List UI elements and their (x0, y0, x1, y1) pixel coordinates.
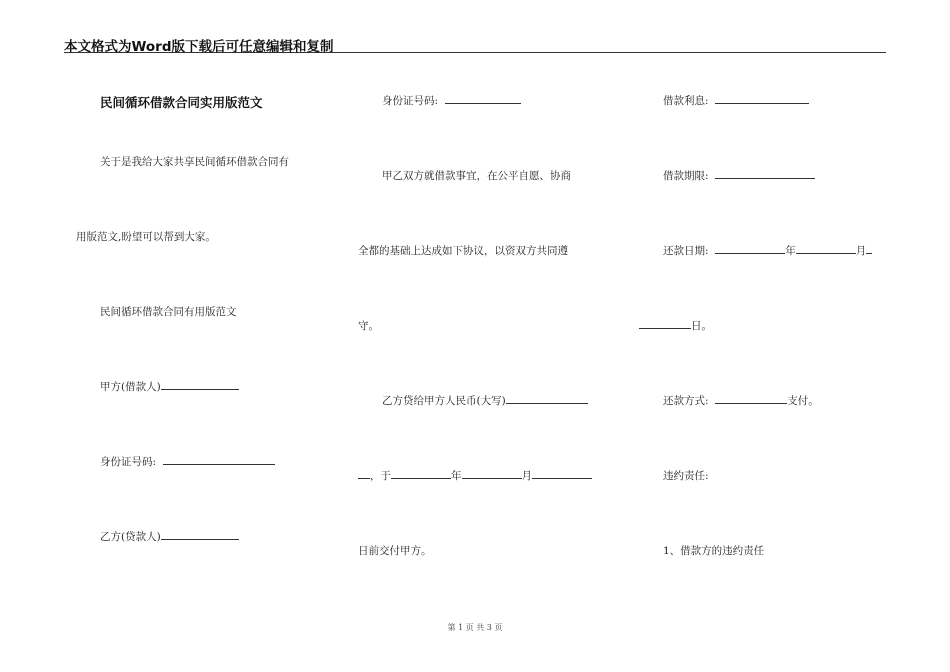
term-label: 借款期限: (663, 170, 709, 182)
repay-method-blank[interactable] (715, 393, 787, 404)
page-footer: 第 1 页 共 3 页 (447, 623, 503, 632)
repay-year-blank[interactable] (715, 243, 785, 254)
repay-date-line (663, 243, 872, 258)
delivery-line-end: 日前交付甲方。 (358, 545, 432, 557)
delivery-year-label: 年 (451, 470, 462, 482)
interest-blank[interactable] (715, 93, 809, 104)
document-title: 民间循环借款合同实用版范文 (100, 95, 263, 110)
repay-day-start-blank[interactable] (866, 243, 872, 254)
repay-month-blank[interactable] (796, 243, 856, 254)
term-blank[interactable] (715, 168, 815, 179)
repay-day-blank[interactable] (639, 318, 691, 329)
header-title: 本文格式为Word版下载后可任意编辑和复制 (64, 39, 334, 55)
id-a-line (100, 454, 275, 469)
para1-line-1: 甲乙双方就借款事宜，在公平自愿、协商 (382, 170, 571, 182)
repay-method-suffix: 支付。 (787, 395, 819, 407)
id-a-label: 身份证号码: (100, 456, 157, 468)
party-b-blank[interactable] (161, 529, 239, 540)
party-a-blank[interactable] (161, 379, 239, 390)
party-a-line (100, 379, 239, 394)
para1-line-2: 全都的基础上达成如下协议，以资双方共同遵 (358, 245, 568, 257)
party-b-label: 乙方(贷款人) (100, 531, 161, 543)
delivery-month-blank[interactable] (462, 468, 522, 479)
id-a-blank[interactable] (163, 454, 275, 465)
id-b-blank[interactable] (445, 93, 521, 104)
delivery-month-label: 月 (521, 470, 532, 482)
liability-heading: 违约责任: (663, 470, 709, 482)
party-b-line (100, 529, 239, 544)
subtitle: 民间循环借款合同有用版范文 (100, 306, 237, 318)
intro-line-2: 用版范文,盼望可以帮到大家。 (76, 231, 216, 243)
repay-method-line (663, 393, 819, 408)
amount-cont-blank[interactable] (358, 468, 370, 479)
repay-date-label: 还款日期: (663, 245, 709, 257)
delivery-date-line (358, 468, 592, 483)
page-header (64, 32, 886, 53)
interest-label: 借款利息: (663, 95, 709, 107)
id-b-line (382, 93, 521, 108)
term-line (663, 168, 815, 183)
intro-line-1: 关于是我给大家共享民间循环借款合同有 (100, 156, 289, 168)
repay-month-label: 月 (855, 245, 867, 257)
loan-amount-blank[interactable] (506, 393, 588, 404)
interest-line (663, 93, 809, 108)
id-b-label: 身份证号码: (382, 95, 439, 107)
delivery-year-blank[interactable] (391, 468, 451, 479)
para1-line-3: 守。 (358, 320, 379, 332)
loan-amount-label: 乙方贷给甲方人民币(大写) (382, 395, 506, 407)
repay-method-label: 还款方式: (663, 395, 709, 407)
liability-item-1: 1、借款方的违约责任 (663, 545, 765, 557)
loan-amount-line (382, 393, 588, 408)
repay-day-line (639, 318, 712, 333)
repay-year-label: 年 (785, 245, 796, 257)
delivery-prefix: ，于 (370, 470, 391, 482)
repay-day-label: 日。 (691, 320, 712, 332)
delivery-day-blank[interactable] (532, 468, 592, 479)
party-a-label: 甲方(借款人) (100, 381, 161, 393)
